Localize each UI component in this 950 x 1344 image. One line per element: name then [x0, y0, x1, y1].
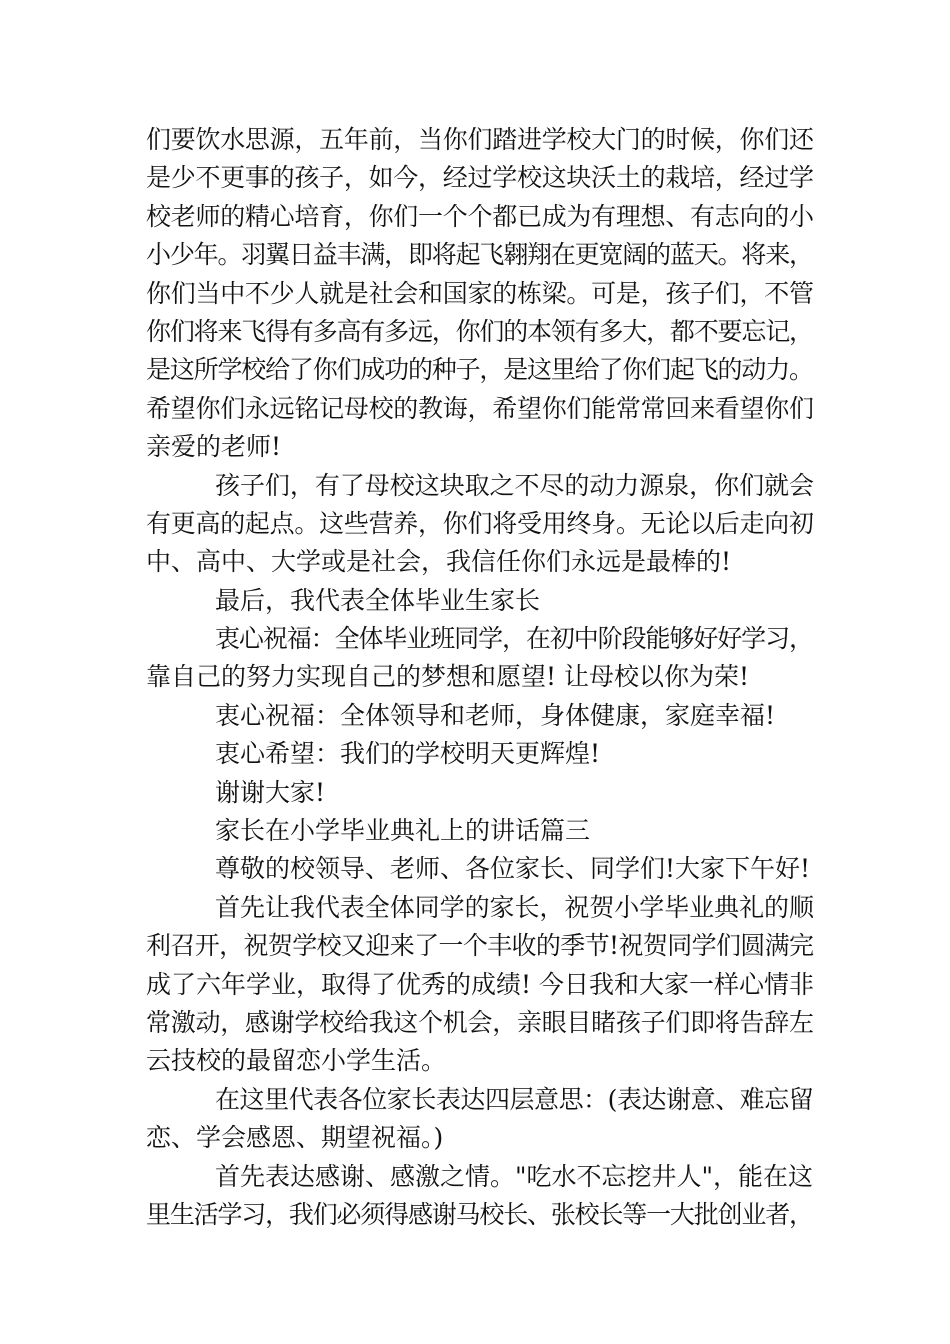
text-line: 尊敬的校领导、老师、各位家长、同学们!大家下午好! — [215, 854, 811, 884]
text-line: 是少不更事的孩子，如今，经过学校这块沃土的栽培，经过学 — [146, 163, 814, 193]
text-line: 恋、学会感恩、期望祝福。) — [146, 1123, 444, 1153]
text-line: 在这里代表各位家长表达四层意思：(表达谢意、难忘留 — [215, 1084, 814, 1114]
text-line: 孩子们，有了母校这块取之不尽的动力源泉，你们就会 — [215, 470, 814, 500]
text-line: 中、高中、大学或是社会，我信任你们永远是最棒的! — [146, 547, 732, 577]
text-line: 衷心祝福：全体领导和老师，身体健康，家庭幸福! — [215, 700, 776, 730]
text-line: 谢谢大家! — [215, 777, 326, 807]
text-line: 亲爱的老师! — [146, 432, 282, 462]
text-line: 利召开，祝贺学校又迎来了一个丰收的季节!祝贺同学们圆满完 — [146, 931, 814, 961]
text-line: 里生活学习，我们必须得感谢马校长、张校长等一大批创业者， — [146, 1199, 813, 1229]
text-line: 常激动，感谢学校给我这个机会，亲眼目睹孩子们即将告辞左 — [146, 1007, 814, 1037]
body-text — [146, 121, 814, 1234]
text-line: 校老师的精心培育，你们一个个都已成为有理想、有志向的小 — [146, 201, 814, 231]
text-line: 有更高的起点。这些营养，你们将受用终身。无论以后走向初 — [146, 508, 814, 538]
text-line: 靠自己的努力实现自己的梦想和愿望! 让母校以你为荣! — [146, 662, 750, 692]
text-line: 最后，我代表全体毕业生家长 — [215, 585, 541, 615]
text-line: 是这所学校给了你们成功的种子，是这里给了你们起飞的动力。 — [146, 355, 813, 385]
text-line: 你们当中不少人就是社会和国家的栋梁。可是，孩子们，不管 — [146, 278, 814, 308]
text-line: 首先表达感谢、感激之情。"吃水不忘挖井人"，能在这 — [215, 1161, 814, 1191]
text-line: 衷心希望：我们的学校明天更辉煌! — [215, 739, 601, 769]
text-line: 云技校的最留恋小学生活。 — [146, 1046, 447, 1076]
text-line: 你们将来飞得有多高有多远，你们的本领有多大，都不要忘记， — [146, 316, 813, 346]
text-line: 希望你们永远铭记母校的教诲，希望你们能常常回来看望你们 — [146, 393, 814, 423]
text-line: 首先让我代表全体同学的家长，祝贺小学毕业典礼的顺 — [215, 892, 814, 922]
text-line: 小少年。羽翼日益丰满，即将起飞翱翔在更宽阔的蓝天。将来， — [146, 240, 813, 270]
text-line: 衷心祝福：全体毕业班同学，在初中阶段能够好好学习， — [215, 624, 813, 654]
text-line: 家长在小学毕业典礼上的讲话篇三 — [215, 816, 591, 846]
text-line: 成了六年学业，取得了优秀的成绩! 今日我和大家一样心情非 — [146, 969, 814, 999]
text-line: 们要饮水思源，五年前，当你们踏进学校大门的时候，你们还 — [146, 125, 814, 154]
